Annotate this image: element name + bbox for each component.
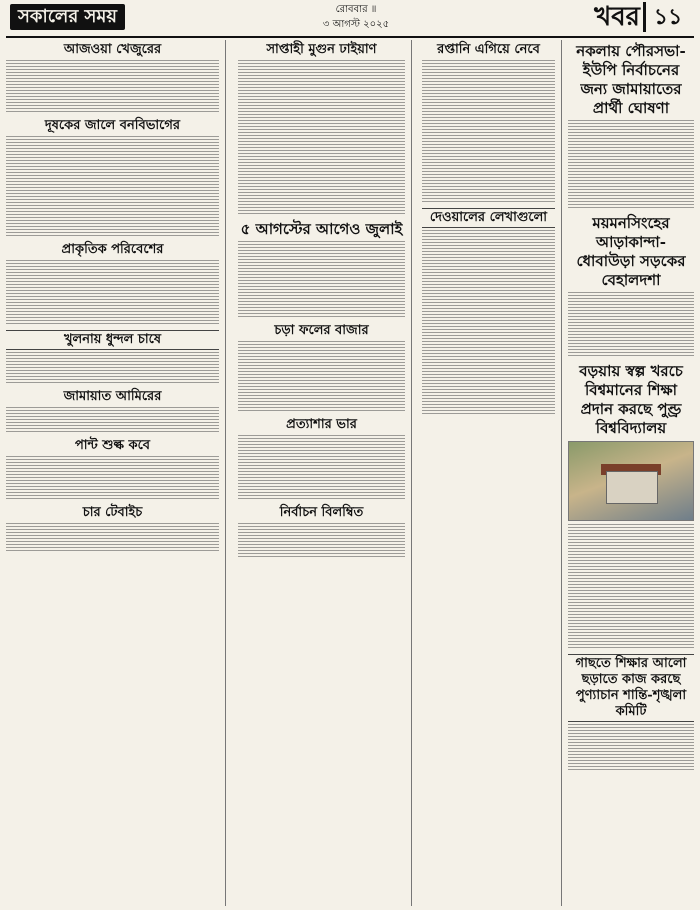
news-story [238, 220, 405, 319]
news-story [6, 438, 219, 501]
story-headline: ময়মনসিংহের আড়াকান্দা-ধোবাউড়া সড়কের বেহালদশা [576, 214, 686, 289]
story-body-text [422, 230, 555, 416]
story-body-text [6, 456, 219, 501]
story-headline: বড়য়ায় স্বল্প খরচে বিশ্বমানের শিক্ষা প্রদান করছে পুণ্ড্র বিশ্ববিদ্যালয় [579, 362, 683, 437]
column-middle [232, 40, 412, 906]
news-story [568, 362, 694, 650]
news-story [568, 214, 694, 358]
story-body-text [6, 523, 219, 553]
page-number: ১১ [643, 2, 690, 32]
story-body-text [238, 341, 405, 413]
news-story [568, 42, 694, 210]
story-headline: নির্বাচন বিলম্বিত [279, 505, 364, 520]
story-body-text [6, 260, 219, 326]
story-body-text [422, 60, 555, 204]
story-body-text [568, 724, 694, 772]
story-body-text [238, 60, 405, 216]
column-right-b [568, 40, 694, 906]
story-headline: খুলনায় ধুন্দল চাষে [6, 330, 219, 350]
story-photo [568, 441, 694, 521]
story-headline: দেওয়ালের লেখাগুলো [422, 208, 555, 228]
news-story [6, 389, 219, 434]
story-body-text [6, 352, 219, 385]
column-left [6, 40, 226, 906]
story-body-text [568, 292, 694, 358]
story-headline: আজওয়া খেজুরের [63, 42, 162, 57]
news-story [6, 42, 219, 114]
story-body-text [568, 524, 694, 650]
story-headline: দূষকের জালে বনবিভাগের [44, 118, 181, 133]
news-story [238, 417, 405, 501]
story-headline: রপ্তানি এগিয়ে নেবে [437, 42, 540, 57]
news-story [6, 118, 219, 238]
story-headline: সাপ্তাহী মুগুন ঢাইয়াণ [266, 42, 377, 57]
story-body-text [238, 435, 405, 501]
news-story [6, 505, 219, 553]
news-story [422, 42, 555, 204]
story-body-text [6, 407, 219, 434]
column-right [418, 40, 694, 906]
story-body-text [238, 523, 405, 559]
story-body-text [6, 60, 219, 114]
story-headline: চার টেবাইচ [82, 505, 143, 520]
dateline [306, 2, 406, 32]
column-right-a [422, 40, 562, 906]
date-label: ৩ আগস্ট ২০২৫ [322, 19, 390, 30]
news-story [238, 323, 405, 413]
news-story [6, 330, 219, 385]
story-headline: গাছতে শিক্ষার আলো ছড়াতে কাজ করছে পুণ্যাচান শান্তি-শৃঙ্খলা কমিটি [568, 654, 694, 722]
news-story [238, 42, 405, 216]
story-headline: পান্ট শুল্ক কবে [74, 438, 151, 453]
story-headline: ৫ আগস্টের আগেও জুলাই [240, 220, 403, 238]
story-headline: চড়া ফলের বাজার [274, 323, 369, 338]
story-headline: জামায়াত আমিরের [63, 389, 162, 404]
story-body-text [6, 136, 219, 238]
section-title: খবর [594, 2, 640, 32]
newspaper-logo: সকালের সময় [10, 4, 125, 30]
story-headline: প্রত্যাশার ভার [286, 417, 357, 432]
story-headline: প্রাকৃতিক পরিবেশের [61, 242, 164, 257]
news-story [422, 208, 555, 416]
news-story [6, 242, 219, 326]
day-label: রোববার ॥ [335, 4, 377, 15]
story-body-text [568, 120, 694, 210]
masthead [6, 0, 694, 38]
news-story [568, 654, 694, 772]
story-headline: নকলায় পৌরসভা-ইউপি নির্বাচনের জন্য জামায়াতের প্রার্থী ঘোষণা [576, 42, 686, 117]
news-story [238, 505, 405, 559]
story-body-text [238, 241, 405, 319]
